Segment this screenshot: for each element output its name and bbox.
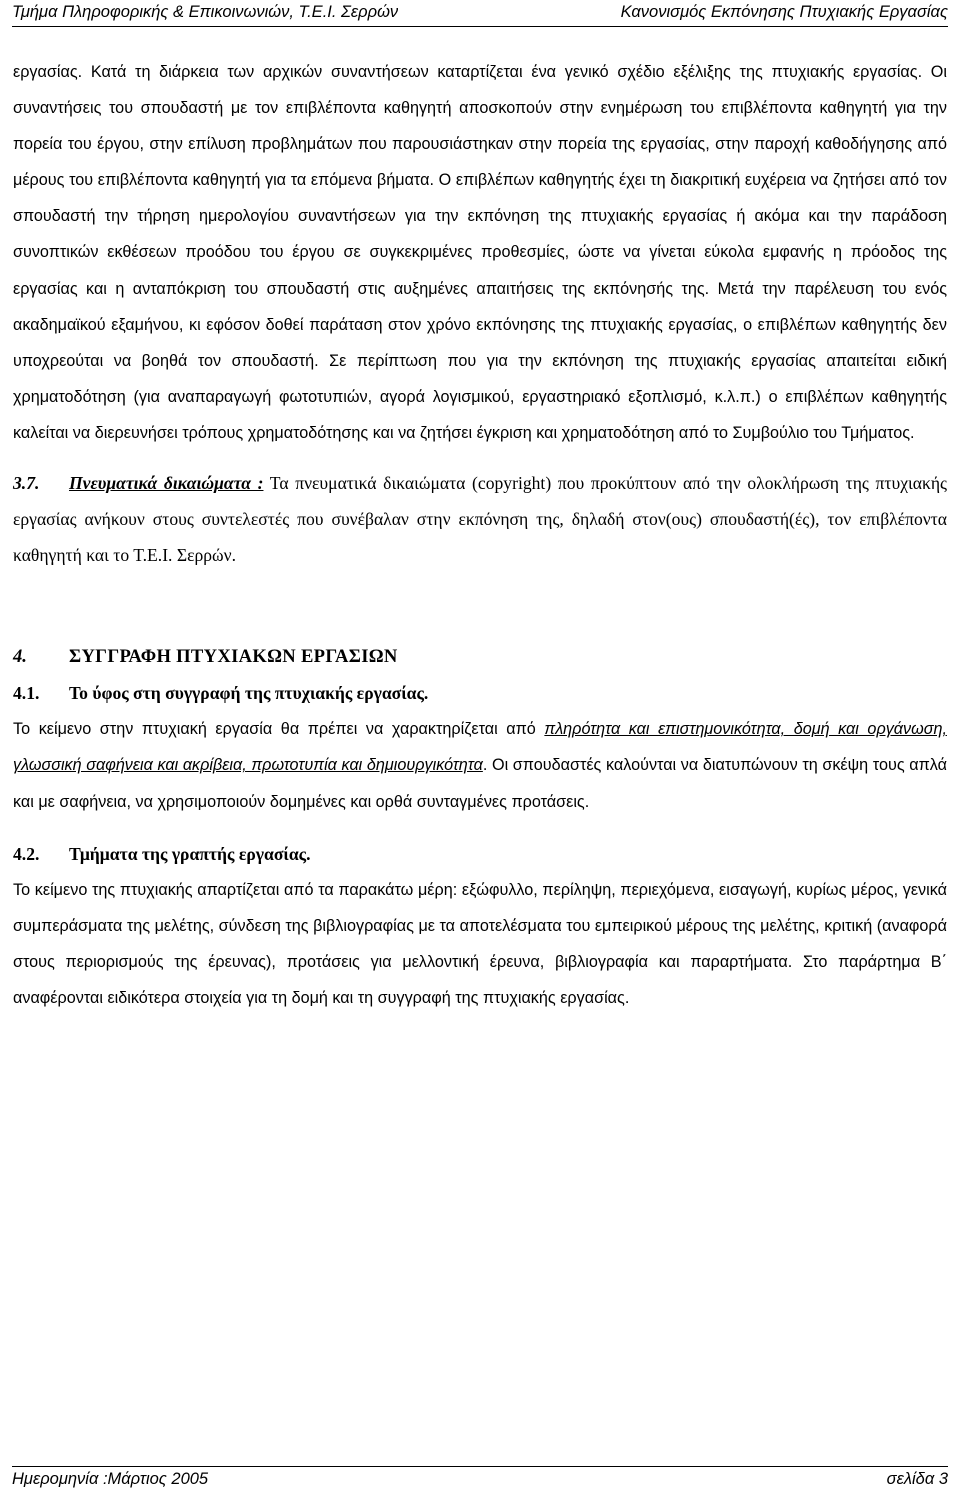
- paragraph-supervision: εργασίας. Κατά τη διάρκεια των αρχικών συναντήσεων καταρτίζεται ένα γενικό σχέδιο εξέλιξης της πτυχιακής εργασίας. Οι συναντήσεις του σπουδαστή με τον επιβλέποντα καθηγητή αποσκοπούν στην ενημέρωση του επιβλέποντα καθηγητή για την πορεία του έργου, στην επίλυση προβλημάτων που παρουσιάστηκαν στην πορεία της εργασίας, στην παροχή καθοδήγησης από μέρους του επιβλέποντα καθηγητή για τα επόμενα βήματα. Ο επιβλέπων καθηγητής έχει τη διακριτική ευχέρεια να ζητήσει από τον σπουδαστή την τήρηση ημερολογίου συναντήσεων για την εκπόνηση της πτυχιακής εργασίας ή ακόμα και την παράδοση συνοπτικών εκθέσεων προόδου του έργου σε συγκεκριμένες προθεσμίες, ώστε να γίνεται εύκολα εμφανής η πρόοδος της εργασίας και η ανταπόκριση του σπουδαστή στις αυξημένες απαιτήσεις της εκπόνησής της. Μετά την παρέλευση του ενός ακαδημαϊκού εξαμήνου, κι εφόσον δοθεί παράταση στον χρόνο εκπόνησης της πτυχιακής εργασίας, ο επιβλέπων καθηγητής δεν υποχρεούται να βοηθά τον σπουδαστή. Σε περίπτωση που για την εκπόνηση της πτυχιακής εργασίας απαιτείται ειδική χρηματοδότηση (για αναπαραγωγή φωτοτυπιών, αγορά λογισμικού, εργαστηριακό εξοπλισμό, κ.λ.π.) ο επιβλέπων καθηγητής καλείται να διερευνήσει τρόπους χρηματοδότησης και να ζητήσει έγκριση και χρηματοδότηση από το Συμβούλιο του Τμήματος.: [13, 63, 947, 442]
- footer-date: Ημερομηνία :Μάρτιος 2005: [12, 1470, 209, 1488]
- section-4-1-paragraph: [13, 711, 947, 819]
- header-department: Τμήμα Πληροφορικής & Επικοινωνιών, Τ.Ε.Ι. Σερρών: [12, 3, 399, 21]
- section-4-1-heading: [13, 675, 947, 711]
- section-4-title: ΣΥΓΓΡΑΦΗ ΠΤΥΧΙΑΚΩΝ ΕΡΓΑΣΙΩΝ: [69, 646, 398, 668]
- page-header: [12, 0, 948, 27]
- document-body: [13, 54, 947, 1016]
- section-4-2-title: Τμήματα της γραπτής εργασίας.: [69, 843, 311, 864]
- footer-page-number: σελίδα 3: [886, 1470, 948, 1488]
- section-4-1-text-after: . Οι σπουδαστές καλούνται να διατυπώνουν τη σκέψη τους απλά και με σαφήνεια, να χρησιμοποιούν δομημένες και ορθά συνταγμένες προτάσεις.: [13, 756, 947, 811]
- section-3-7-title: Πνευματικά δικαιώματα :: [69, 473, 264, 494]
- page-footer: [12, 1466, 948, 1489]
- section-4-heading: [13, 639, 947, 675]
- section-4-2-heading: [13, 836, 947, 872]
- section-3-7-text: Τα πνευματικά δικαιώματα (copyright) που προκύπτουν από την ολοκλήρωση της πτυχιακής εργασίας ανήκουν στους συντελεστές που συνέβαλαν στην εκπόνηση της, δηλαδή στον(ους) σπουδαστή(ές), τον επιβλέποντα καθηγητή και το Τ.Ε.Ι. Σερρών.: [13, 473, 947, 566]
- section-4-2-number: 4.2.: [13, 843, 40, 864]
- section-4-1-emphasis: πληρότητα και επιστημονικότητα, δομή και οργάνωση, γλωσσική σαφήνεια και ακρίβεια, πρωτοτυπία και δημιουργικότητα: [13, 720, 947, 775]
- section-4-number: 4.: [13, 646, 27, 668]
- section-4-1-number: 4.1.: [13, 683, 40, 704]
- section-3-7: [13, 465, 947, 573]
- section-4-1-title: Το ύφος στη συγγραφή της πτυχιακής εργασίας.: [69, 683, 429, 704]
- header-document-title: Κανονισμός Εκπόνησης Πτυχιακής Εργασίας: [620, 3, 948, 21]
- section-4-1-text-before: Το κείμενο στην πτυχιακή εργασία θα πρέπει να χαρακτηρίζεται από: [13, 720, 545, 739]
- section-3-7-number: 3.7.: [13, 473, 40, 494]
- section-4-2-paragraph: Το κείμενο της πτυχιακής απαρτίζεται από τα παρακάτω μέρη: εξώφυλλο, περίληψη, περιεχόμενα, εισαγωγή, κυρίως μέρος, γενικά συμπεράσματα της μελέτης, σύνδεση της βιβλιογραφίας με τα αποτελέσματα του εμπειρικού μέρους της μελέτης, κριτική (αναφορά στους περιορισμούς της έρευνας), προτάσεις για μελλοντική έρευνα, βιβλιογραφία και παραρτήματα. Στο παράρτημα Β΄ αναφέρονται ειδικότερα στοιχεία για τη δομή και τη συγγραφή της πτυχιακής εργασίας.: [13, 880, 947, 1007]
